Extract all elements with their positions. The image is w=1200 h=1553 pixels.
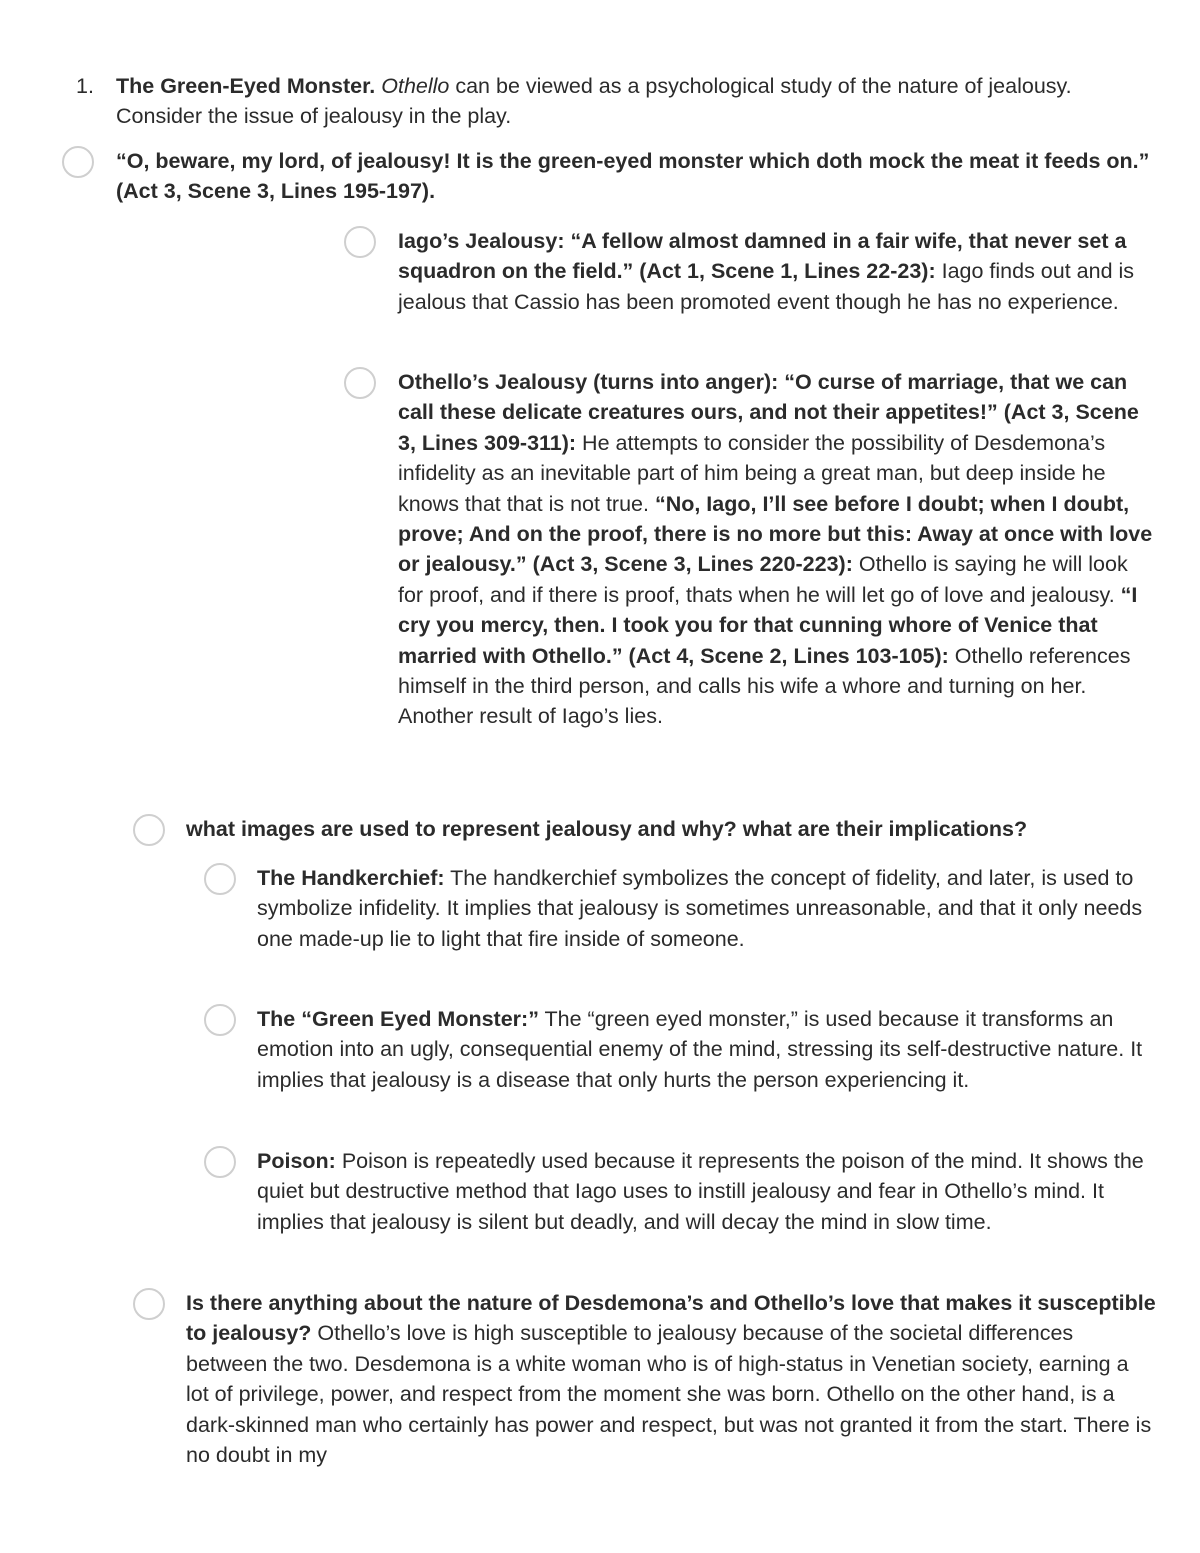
othello-quote-2: “No, Iago, I’ll see before I doubt; when I doubt, prove; And on the proof, there is no more but this: Away at once with love or jealousy.” (Act 3, Scene 3, Lines 220-223): — [398, 491, 1153, 577]
iago-heading: Iago’s Jealousy: “A fellow almost damned in a fair wife, that never set a squadron on the field.” (Act 1, Scene 1, Lines 22-23): — [398, 229, 1127, 284]
handkerchief-heading: The Handkerchief: — [257, 866, 445, 890]
othello-heading: Othello’s Jealousy (turns into anger): “O curse of marriage, that we can call these delicate creatures ours, and not their appetites!” (Act 3, Scene 3, Lines 309-311): — [398, 370, 1139, 455]
list-number: 1. — [76, 74, 94, 98]
checklist-circle[interactable] — [133, 814, 165, 846]
othello-text-1: He attempts to consider the possibility of Desdemona’s infidelity as an inevitable part of him being a great man, but deep inside he knows that that is not true. — [398, 430, 1106, 516]
checklist-circle[interactable] — [344, 367, 376, 399]
question-heading — [116, 71, 1156, 132]
iago-text: Iago finds out and is jealous that Cassio has been promoted event though he has no experience. — [398, 259, 1135, 314]
othello-text-3: Othello references himself in the third person, and calls his wife a whore and turning on her. Another result of Iago’s lies. — [398, 643, 1131, 729]
love-text: Othello’s love is high susceptible to jealousy because of the societal differences between the two. Desdemona is a white woman who is of high-status in Venetian society, earning a lot of privilege, power, and respect from the moment she was born. Othello on the other hand, is a dark-skinned man who certainly has power and respect, but was not granted it from the start. There is no doubt in my — [186, 1321, 1152, 1468]
checklist-circle[interactable] — [204, 863, 236, 895]
checklist-item-othello — [398, 367, 1158, 732]
checklist-circle[interactable] — [344, 226, 376, 258]
checklist-item-handkerchief — [257, 863, 1157, 954]
othello-quote-3: “I cry you mercy, then. I took you for that cunning whore of Venice that married with Othello.” (Act 4, Scene 2, Lines 103-105): — [398, 582, 1138, 668]
poison-text: Poison is repeatedly used because it represents the poison of the mind. It shows the quiet but destructive method that Iago uses to instill jealousy and fear in Othello’s mind. It implies that jealousy is silent but deadly, and will decay the mind in slow time. — [257, 1149, 1144, 1234]
question-prompt: can be viewed as a psychological study of the nature of jealousy. Consider the issue of jealousy in the play. — [116, 74, 1072, 129]
checklist-item-quote — [116, 146, 1156, 207]
monster-heading: The “Green Eyed Monster:” — [257, 1007, 539, 1031]
question-title: The Green-Eyed Monster. — [116, 74, 376, 98]
poison-heading: Poison: — [257, 1149, 336, 1173]
checklist-item-love — [186, 1288, 1156, 1470]
play-title: Othello — [381, 74, 450, 98]
checklist-item-iago — [398, 226, 1158, 317]
main-quote: “O, beware, my lord, of jealousy! It is the green-eyed monster which doth mock the meat it feeds on.” (Act 3, Scene 3, Lines 195-197). — [116, 149, 1150, 204]
love-question: Is there anything about the nature of Desdemona’s and Othello’s love that makes it susceptible to jealousy? — [186, 1291, 1156, 1346]
othello-text-2: Othello is saying he will look for proof, and if there is proof, thats when he will let go of love and jealousy. — [398, 552, 1128, 607]
checklist-item-poison — [257, 1146, 1157, 1237]
monster-text: The “green eyed monster,” is used because it transforms an emotion into an ugly, consequential enemy of the mind, stressing its self-destructive nature. It implies that jealousy is a disease that only hurts the person experiencing it. — [257, 1007, 1143, 1092]
checklist-circle[interactable] — [133, 1288, 165, 1320]
checklist-item-images-question — [186, 814, 1027, 844]
checklist-item-monster — [257, 1004, 1157, 1095]
checklist-circle[interactable] — [62, 146, 94, 178]
checklist-circle[interactable] — [204, 1146, 236, 1178]
checklist-circle[interactable] — [204, 1004, 236, 1036]
images-question: what images are used to represent jealousy and why? what are their implications? — [186, 817, 1028, 841]
handkerchief-text: The handkerchief symbolizes the concept of fidelity, and later, is used to symbolize infidelity. It implies that jealousy is sometimes unreasonable, and that it only needs one made-up lie to light that fire inside of someone. — [257, 866, 1143, 951]
